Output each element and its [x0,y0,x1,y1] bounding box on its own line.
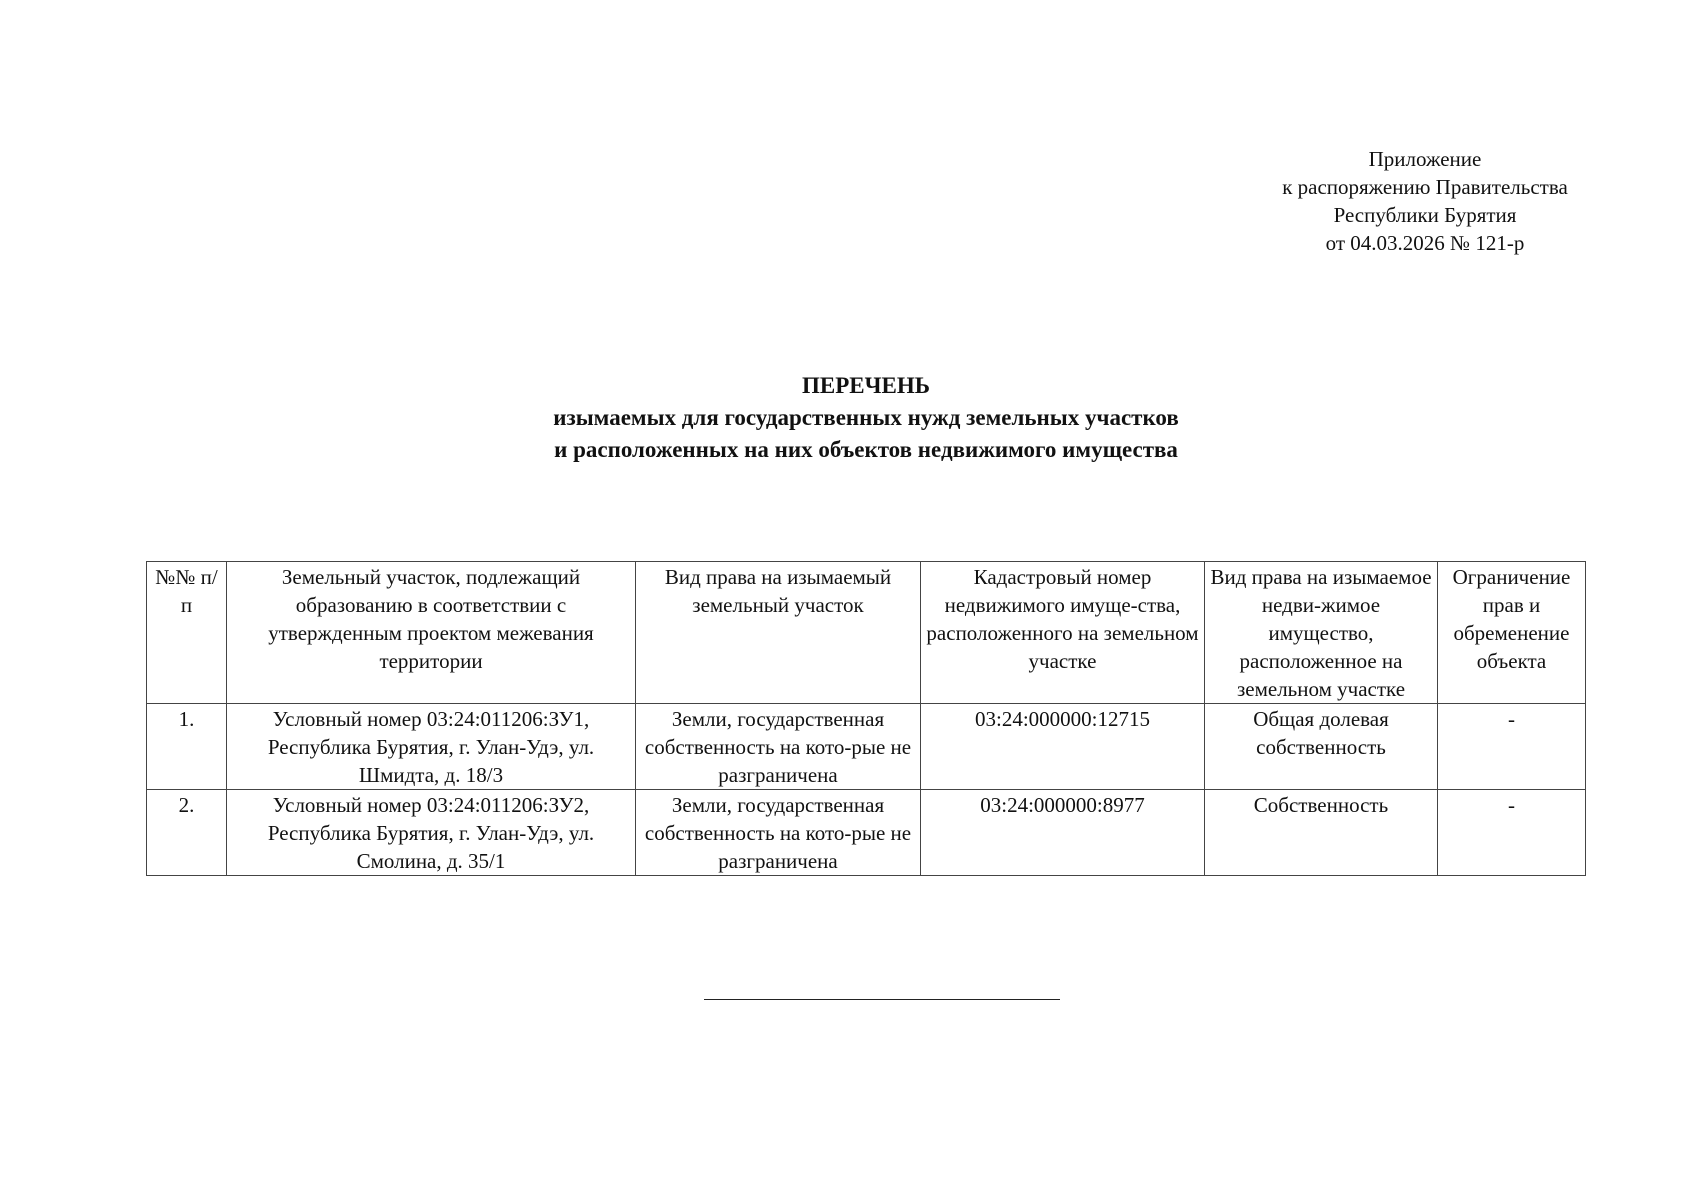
header-parcel: Земельный участок, подлежащий образованию в соответствии с утвержденным проектом межевания территории [227,562,636,704]
appendix-date-number: от 04.03.2026 № 121-р [1325,231,1525,255]
cell-restriction: - [1438,704,1586,790]
appendix-republic: Республики Бурятия [1333,203,1517,227]
cell-number: 1. [147,704,227,790]
appendix-decree-ref: к распоряжению Правительства [1282,175,1568,199]
cell-land-right: Земли, государственная собственность на кото-рые не разграничена [636,704,921,790]
cell-property-right: Собственность [1205,790,1438,876]
table-header-row [147,562,1586,704]
header-property-right: Вид права на изымаемое недви-жимое имущество, расположенное на земельном участке [1205,562,1438,704]
header-number: №№ п/п [147,562,227,704]
cell-cadastral-number: 03:24:000000:12715 [921,704,1205,790]
closing-line-divider [704,999,1060,1000]
cell-number: 2. [147,790,227,876]
header-land-right: Вид права на изымаемый земельный участок [636,562,921,704]
cell-property-right: Общая долевая собственность [1205,704,1438,790]
document-title [146,370,1586,466]
header-cadastral-number: Кадастровый номер недвижимого имуще-ства, расположенного на земельном участке [921,562,1205,704]
title-line-3: и расположенных на них объектов недвижимого имущества [554,437,1178,462]
appendix-label: Приложение [1368,147,1482,171]
cell-land-right: Земли, государственная собственность на кото-рые не разграничена [636,790,921,876]
cell-cadastral-number: 03:24:000000:8977 [921,790,1205,876]
title-line-2: изымаемых для государственных нужд земельных участков [553,405,1179,430]
appendix-block [1220,145,1630,257]
cell-restriction: - [1438,790,1586,876]
table-row [147,790,1586,876]
cell-parcel: Условный номер 03:24:011206:ЗУ1, Республика Бурятия, г. Улан-Удэ, ул. Шмидта, д. 18/3 [227,704,636,790]
title-heading: ПЕРЕЧЕНЬ [802,373,930,398]
parcels-table [146,561,1586,876]
table-row [147,704,1586,790]
header-restriction: Ограничение прав и обременение объекта [1438,562,1586,704]
cell-parcel: Условный номер 03:24:011206:ЗУ2, Республика Бурятия, г. Улан-Удэ, ул. Смолина, д. 35/1 [227,790,636,876]
